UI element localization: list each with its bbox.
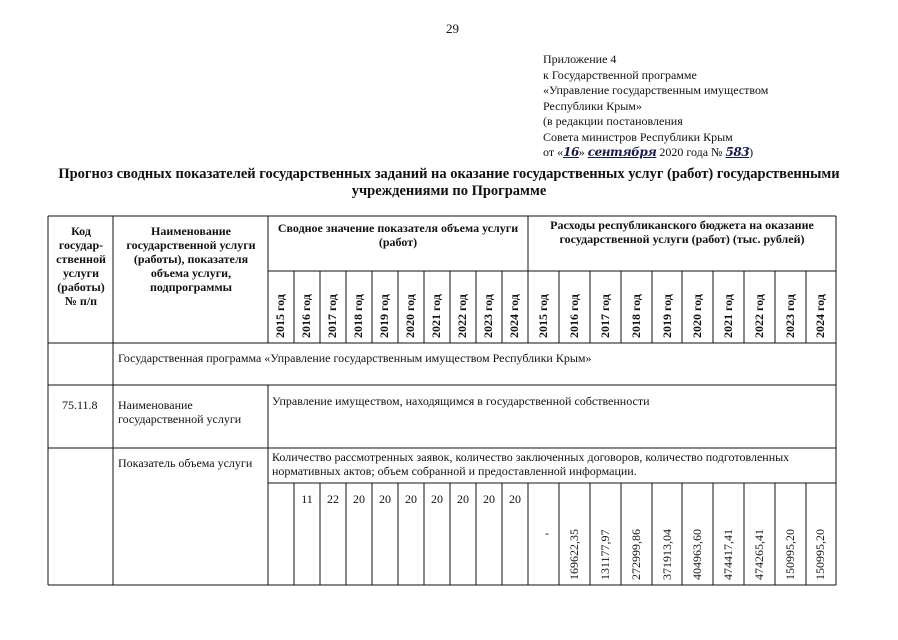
appendix-line: к Государственной программе (543, 67, 697, 82)
year-header: 2020 год (690, 294, 704, 338)
year-header: 2020 год (403, 294, 417, 338)
year-header: 2023 год (481, 294, 495, 338)
volume-value: 20 (509, 492, 521, 506)
year-header: 2021 год (721, 294, 735, 338)
budget-value: - (545, 526, 549, 540)
year-header: 2016 год (567, 294, 581, 338)
year-header: 2017 год (325, 294, 339, 338)
year-header: 2024 год (507, 294, 521, 338)
appendix-block (543, 52, 768, 161)
handwritten-number: 583 (725, 145, 750, 159)
year-header: 2015 год (273, 294, 287, 338)
year-header: 2021 год (429, 294, 443, 338)
appendix-line: (в редакции постановления (543, 114, 683, 128)
volume-value: 22 (327, 492, 339, 506)
document-title: Прогноз сводных показателей государственных заданий на оказание государственных услуг (работ) государственными учреждениями по Программе (58, 166, 840, 199)
budget-value: 474265,41 (752, 529, 766, 580)
year-header: 2022 год (455, 294, 469, 338)
handwritten-day: 16 (563, 145, 579, 159)
year-header: 2024 год (813, 294, 827, 338)
page-number: 29 (446, 21, 459, 36)
service-value: Управление имуществом, находящимся в государственной собственности (272, 394, 650, 408)
budget-value: 169622,35 (567, 529, 581, 580)
header-budget-group: Расходы республиканского бюджета на оказание государственной услуги (работ) (тыс. рублей) (550, 218, 814, 246)
year-header: 2022 год (752, 294, 766, 338)
volume-value: 20 (431, 492, 443, 506)
budget-value: 150995,20 (813, 529, 827, 580)
volume-value: 20 (405, 492, 417, 506)
header-volume-group: Сводное значение показателя объема услуги (работ) (277, 221, 519, 249)
volume-value: 20 (379, 492, 391, 506)
year-header: 2017 год (598, 294, 612, 338)
volume-value: 11 (301, 492, 313, 506)
budget-value: 371913,04 (660, 529, 674, 580)
header-name: Наименование государственной услуги (работы), показателя объема услуги, подпрограммы (126, 224, 256, 294)
year-header: 2018 год (351, 294, 365, 338)
budget-value: 404963,60 (690, 529, 704, 580)
year-header: 2019 год (660, 294, 674, 338)
volume-value: 20 (457, 492, 469, 506)
program-row: Государственная программа «Управление государственным имуществом Республики Крым» (118, 351, 592, 365)
budget-value: 474417,41 (721, 529, 735, 580)
year-header: 2018 год (629, 294, 643, 338)
budget-value: 150995,20 (783, 529, 797, 580)
appendix-line: Приложение 4 (543, 52, 617, 66)
appendix-line: Совета министров Республики Крым (543, 129, 733, 144)
year-header: 2016 год (299, 294, 313, 338)
year-header: 2023 год (783, 294, 797, 338)
indicator-label: Показатель объема услуги (118, 456, 253, 470)
header-code: Код государ- ственной услуги (работы) № п/п (56, 224, 106, 308)
budget-value: 131177,97 (598, 529, 612, 580)
volume-value: 20 (353, 492, 365, 506)
volume-value: 20 (483, 492, 495, 506)
appendix-date-line: от «16» сентября 2020 года № 583) (543, 145, 754, 159)
service-code: 75.11.8 (62, 398, 98, 412)
service-label: Наименование государственной услуги (118, 398, 242, 426)
year-header: 2019 год (377, 294, 391, 338)
budget-value: 272999,86 (629, 529, 643, 580)
appendix-line: «Управление государственным имуществом (543, 83, 769, 97)
handwritten-month: сентября (587, 145, 657, 159)
appendix-line: Республики Крым» (543, 98, 642, 113)
year-header: 2015 год (536, 294, 550, 338)
indicator-value: Количество рассмотренных заявок, количество заключенных договоров, количество подготовленных нормативных актов; объем собранной и предоставленной информации. (272, 450, 790, 478)
